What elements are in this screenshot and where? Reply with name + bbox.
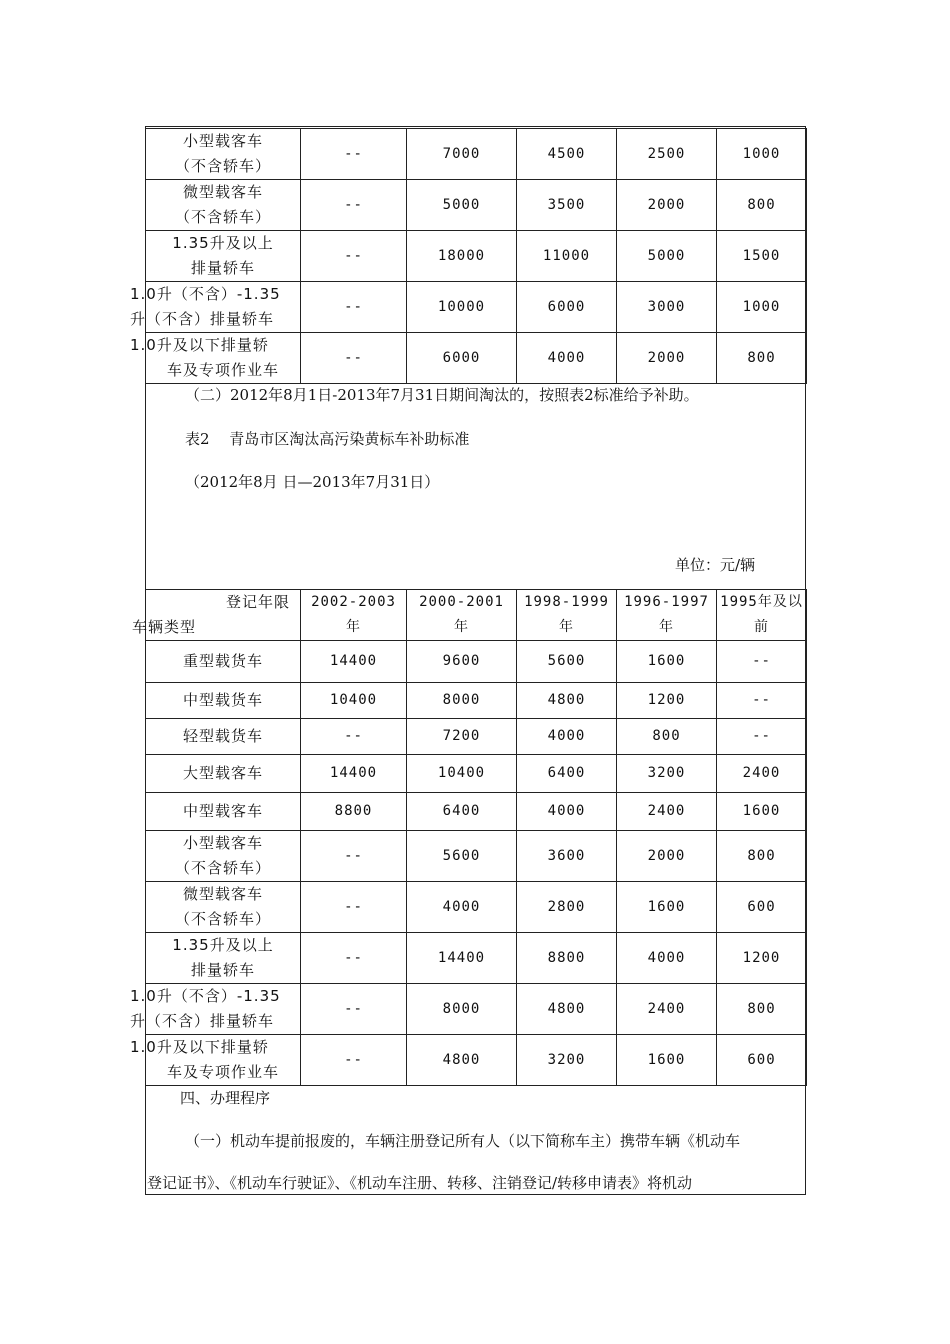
subsidy-value-cell: 8800 [301,793,407,831]
table-row [146,282,807,333]
year-header-line: 年 [659,619,674,635]
vehicle-type-cell [146,793,301,831]
subsidy-value-cell: -- [301,882,407,933]
subsidy-value-cell: 2000 [617,333,717,384]
year-header-cell [517,590,617,641]
vehicle-type-line: （不含轿车） [174,859,271,877]
header-corner-bottom: 车辆类型 [132,618,197,636]
subsidy-value-cell: 2500 [617,129,717,180]
subsidy-value-cell: 1000 [717,282,807,333]
subsidy-value-cell: 600 [717,1035,807,1086]
section-heading-procedure: 四、办理程序 [180,1089,271,1107]
subsidy-value-cell: 10400 [301,683,407,719]
table-row [146,984,807,1035]
year-header-line: 2002-2003 [311,594,396,610]
subsidy-value-cell: 600 [717,882,807,933]
year-header-line: 前 [754,619,769,635]
subsidy-table-2 [130,589,807,1086]
year-header-line: 年 [346,619,361,635]
subsidy-value-cell: -- [301,231,407,282]
subsidy-value-cell: 8000 [407,984,517,1035]
vehicle-type-line: 微型载客车 [182,183,263,201]
vehicle-type-line: 1.35升及以上 [172,234,274,252]
vehicle-type-cell [130,282,301,333]
subsidy-value-cell: 3200 [517,1035,617,1086]
subsidy-value-cell: -- [301,984,407,1035]
table-row [146,831,807,882]
vehicle-type-line: 升（不含）排量轿车 [130,310,275,328]
table-row [146,719,807,755]
vehicle-type-line: 1.0升及以下排量轿 [130,336,269,354]
subsidy-value-cell: 2400 [617,984,717,1035]
vehicle-type-cell [146,231,301,282]
vehicle-type-line: （不含轿车） [174,157,271,175]
year-header-cell [717,590,807,641]
paragraph-procedure-line2: 登记证书》、《机动车行驶证》、《机动车注册、转移、注销登记/转移申请表》将机动 [147,1174,693,1192]
subsidy-value-cell: 8000 [407,683,517,719]
paragraph-period-2: （二）2012年8月1日-2013年7月31日期间淘汰的，按照表2标准给予补助。 [185,386,699,404]
vehicle-type-line: 车及专项作业车 [166,361,279,379]
subsidy-value-cell: 4000 [517,793,617,831]
vehicle-type-line: 1.35升及以上 [172,936,274,954]
year-header-line: 年 [454,619,469,635]
year-header-line: 1998-1999 [524,594,609,610]
subsidy-value-cell: 4500 [517,129,617,180]
subsidy-value-cell: 1600 [617,641,717,683]
subsidy-value-cell: 4800 [517,984,617,1035]
subsidy-value-cell: 2400 [617,793,717,831]
table-row [146,882,807,933]
subsidy-value-cell: 800 [717,333,807,384]
vehicle-type-line: 车及专项作业车 [166,1063,279,1081]
table2-period: （2012年8月 日—2013年7月31日） [185,473,440,491]
table-row [146,933,807,984]
subsidy-value-cell: 6000 [407,333,517,384]
subsidy-value-cell: -- [717,641,807,683]
vehicle-type-line: 中型载货车 [182,691,263,709]
year-header-line: 1995年及以 [720,594,803,610]
table-row [146,793,807,831]
subsidy-value-cell: 11000 [517,231,617,282]
subsidy-value-cell: 800 [717,984,807,1035]
subsidy-value-cell: 6400 [517,755,617,793]
subsidy-value-cell: 14400 [407,933,517,984]
year-header-line: 年 [559,619,574,635]
table-row [146,683,807,719]
table-row [146,180,807,231]
vehicle-type-cell [146,933,301,984]
vehicle-type-cell [130,984,301,1035]
vehicle-type-cell [146,755,301,793]
subsidy-value-cell: 18000 [407,231,517,282]
subsidy-value-cell: 2000 [617,180,717,231]
vehicle-type-line: 1.0升（不含）-1.35 [130,987,281,1005]
vehicle-type-line: 1.0升（不含）-1.35 [130,285,281,303]
vehicle-type-cell [146,831,301,882]
vehicle-type-line: 1.0升及以下排量轿 [130,1038,269,1056]
subsidy-table-1 [130,128,807,384]
subsidy-value-cell: 5600 [517,641,617,683]
subsidy-value-cell: 14400 [301,755,407,793]
subsidy-value-cell: 2800 [517,882,617,933]
vehicle-type-line: 升（不含）排量轿车 [130,1012,275,1030]
subsidy-value-cell: 7200 [407,719,517,755]
subsidy-value-cell: -- [301,1035,407,1086]
subsidy-value-cell: 3200 [617,755,717,793]
header-corner-top: 登记年限 [225,593,290,611]
subsidy-value-cell: 3000 [617,282,717,333]
vehicle-type-line: （不含轿车） [174,910,271,928]
subsidy-value-cell: 8800 [517,933,617,984]
vehicle-type-line: 小型载客车 [182,834,263,852]
subsidy-value-cell: -- [301,933,407,984]
vehicle-type-line: 排量轿车 [190,961,255,979]
vehicle-type-line: 小型载客车 [182,132,263,150]
vehicle-type-line: 大型载客车 [182,764,263,782]
subsidy-value-cell: 5600 [407,831,517,882]
subsidy-value-cell: 800 [617,719,717,755]
table-header-row [146,590,807,641]
year-header-cell [301,590,407,641]
subsidy-value-cell: 4000 [617,933,717,984]
subsidy-value-cell: 800 [717,180,807,231]
unit-label: 单位：元/辆 [675,556,756,574]
subsidy-value-cell: -- [301,129,407,180]
subsidy-value-cell: 3600 [517,831,617,882]
subsidy-value-cell: -- [301,719,407,755]
header-corner-cell [132,590,301,641]
subsidy-value-cell: 7000 [407,129,517,180]
vehicle-type-cell [146,882,301,933]
vehicle-type-line: 重型载货车 [182,652,263,670]
vehicle-type-cell [146,129,301,180]
subsidy-value-cell: 2400 [717,755,807,793]
vehicle-type-cell [130,333,301,384]
vehicle-type-cell [146,641,301,683]
subsidy-value-cell: 1200 [717,933,807,984]
vehicle-type-cell [130,1035,301,1086]
year-header-cell [617,590,717,641]
subsidy-value-cell: 1500 [717,231,807,282]
subsidy-value-cell: 5000 [617,231,717,282]
year-header-cell [407,590,517,641]
subsidy-value-cell: 4000 [517,719,617,755]
year-header-line: 1996-1997 [624,594,709,610]
subsidy-value-cell: 1600 [617,882,717,933]
subsidy-value-cell: 800 [717,831,807,882]
subsidy-value-cell: 14400 [301,641,407,683]
subsidy-value-cell: 5000 [407,180,517,231]
subsidy-value-cell: 1200 [617,683,717,719]
subsidy-value-cell: 6000 [517,282,617,333]
subsidy-value-cell: -- [301,831,407,882]
vehicle-type-line: （不含轿车） [174,208,271,226]
table-row [146,641,807,683]
vehicle-type-line: 微型载客车 [182,885,263,903]
vehicle-type-line: 轻型载货车 [182,727,263,745]
subsidy-value-cell: 4000 [517,333,617,384]
subsidy-value-cell: 4800 [407,1035,517,1086]
table-row [146,333,807,384]
subsidy-value-cell: -- [301,180,407,231]
table-row [146,129,807,180]
subsidy-value-cell: 9600 [407,641,517,683]
subsidy-value-cell: -- [301,333,407,384]
subsidy-value-cell: -- [717,719,807,755]
table-row [146,755,807,793]
vehicle-type-cell [146,719,301,755]
vehicle-type-cell [146,180,301,231]
subsidy-value-cell: 4000 [407,882,517,933]
subsidy-value-cell: 4800 [517,683,617,719]
subsidy-value-cell: 3500 [517,180,617,231]
table-row [146,1035,807,1086]
vehicle-type-cell [146,683,301,719]
subsidy-value-cell: 10000 [407,282,517,333]
subsidy-value-cell: 2000 [617,831,717,882]
vehicle-type-line: 排量轿车 [190,259,255,277]
table2-title: 表2 青岛市区淘汰高污染黄标车补助标准 [185,430,470,448]
subsidy-value-cell: 10400 [407,755,517,793]
subsidy-value-cell: 1000 [717,129,807,180]
subsidy-value-cell: -- [301,282,407,333]
table-row [146,231,807,282]
paragraph-procedure-line1: （一）机动车提前报废的，车辆注册登记所有人（以下简称车主）携带车辆《机动车 [185,1132,741,1150]
subsidy-value-cell: 1600 [717,793,807,831]
subsidy-value-cell: 6400 [407,793,517,831]
subsidy-value-cell: 1600 [617,1035,717,1086]
year-header-line: 2000-2001 [419,594,504,610]
vehicle-type-line: 中型载客车 [182,802,263,820]
subsidy-value-cell: -- [717,683,807,719]
